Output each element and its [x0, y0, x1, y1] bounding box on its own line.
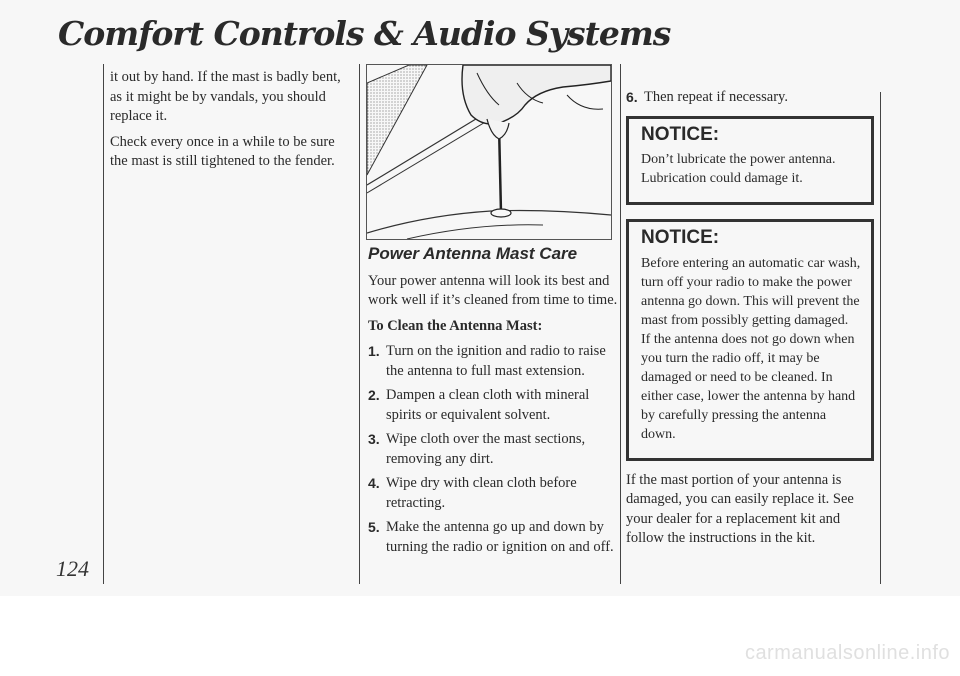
- step-text: Turn on the ignition and radio to raise the antenna to full mast extension.: [386, 343, 606, 379]
- continued-steps-list: [626, 88, 874, 108]
- hand-wiping-antenna-drawing: [367, 65, 611, 239]
- step-text: Then repeat if necessary.: [644, 89, 788, 105]
- list-item: [368, 474, 620, 513]
- list-item: [368, 430, 620, 469]
- list-item: [368, 342, 620, 381]
- step-number: 1.: [368, 343, 380, 359]
- middle-divider-right: [620, 64, 621, 584]
- step-number: 2.: [368, 387, 380, 403]
- steps-subheading: To Clean the Antenna Mast:: [368, 317, 543, 334]
- cleaning-steps-list: [368, 342, 620, 557]
- closing-paragraph: If the mast portion of your antenna is damaged, you can easily replace it. See your dealer for a replacement kit and follow the instructions in the kit.: [626, 471, 854, 546]
- step-number: 5.: [368, 519, 380, 535]
- notice-text: Before entering an automatic car wash, turn off your radio to make the power antenna go down. This will prevent the mast from possibly getting damaged. If the antenna does not go down when you turn the radio off, it may be damaged or need to be cleaned. In either case, lower the antenna by hand by carefully pressing the antenna down.: [641, 255, 861, 442]
- section-heading: Power Antenna Mast Care: [368, 244, 578, 263]
- step-number: 3.: [368, 431, 380, 447]
- step-number: 4.: [368, 475, 380, 491]
- left-divider: [103, 64, 104, 584]
- notice-title: NOTICE:: [641, 227, 720, 248]
- right-divider: [880, 92, 881, 584]
- list-item: [626, 88, 874, 108]
- step-number: 6.: [626, 89, 638, 105]
- notice-text: Don’t lubricate the power antenna. Lubrication could damage it.: [641, 152, 836, 186]
- intro-paragraph: Your power antenna will look its best and work well if it’s cleaned from time to time.: [368, 272, 618, 308]
- notice-title: NOTICE:: [641, 123, 720, 145]
- step-text: Wipe cloth over the mast sections, removing any dirt.: [386, 431, 586, 467]
- step-text: Dampen a clean cloth with mineral spirits or equivalent solvent.: [386, 387, 590, 423]
- notice-box-car-wash: [626, 219, 874, 461]
- step-text: Wipe dry with clean cloth before retracting.: [386, 475, 577, 511]
- column-middle: [368, 244, 620, 562]
- middle-divider-left: [359, 64, 360, 584]
- list-item: [368, 518, 620, 557]
- paragraph-mast-bent: it out by hand. If the mast is badly bent, as it might be by vandals, you should replace it.: [110, 69, 341, 124]
- page-header-title: Comfort Controls & Audio Systems: [58, 14, 671, 53]
- watermark: carmanualsonline.info: [744, 642, 950, 664]
- column-right: [626, 88, 874, 555]
- paragraph-check-mast: Check every once in a while to be sure the mast is still tightened to the fender.: [110, 133, 335, 169]
- notice-box-lubrication: [626, 116, 874, 206]
- antenna-cleaning-illustration: [366, 64, 612, 240]
- column-left: [110, 68, 350, 178]
- step-text: Make the antenna go up and down by turning the radio or ignition on and off.: [386, 519, 614, 555]
- list-item: [368, 386, 620, 425]
- page-number: 124: [56, 556, 89, 581]
